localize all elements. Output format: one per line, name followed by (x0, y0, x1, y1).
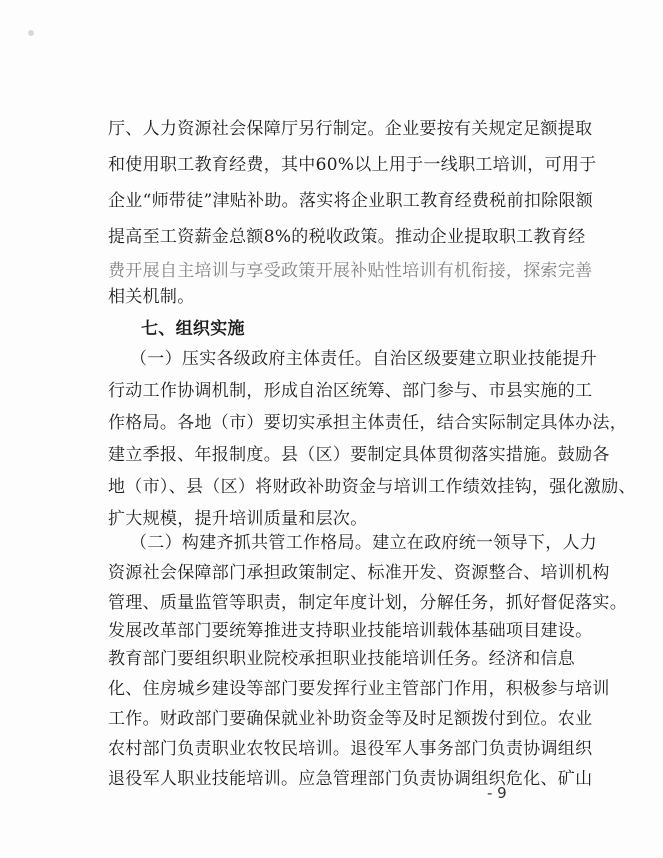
subsection-first-line: （二）构建齐抓共管工作格局。建立在政府统一领导下，人力 (130, 533, 598, 553)
text-line: 作格局。各地（市）要切实承担主体责任，结合实际制定具体办法， (108, 413, 627, 433)
text-line: 行动工作协调机制，形成自治区统筹、部门参与、市县实施的工 (108, 381, 593, 401)
text-line: 教育部门要组织职业院校承担职业技能培训任务。经济和信息 (108, 649, 576, 669)
text-line: 资源社会保障部门承担政策制定、标准开发、资源整合、培训机构 (108, 563, 610, 583)
text-line: 提高至工资薪金总额8%的税收政策。推动企业提取职工教育经 (108, 227, 586, 247)
text-line: 相关机制。 (108, 287, 195, 307)
text-line: 发展改革部门要统筹推进支持职业技能培训载体基础项目建设。 (108, 621, 593, 641)
page-number: - 9 (487, 784, 507, 802)
scan-dot (28, 30, 34, 36)
text-line: 厅、人力资源社会保障厅另行制定。企业要按有关规定足额提取 (108, 119, 593, 139)
text-line: 农村部门负责职业农牧民培训。退役军人事务部门负责协调组织 (108, 739, 593, 759)
text-line: 退役军人职业技能培训。应急管理部门负责协调组织危化、矿山 (108, 769, 593, 789)
text-line: 管理、质量监管等职责，制定年度计划，分解任务，抓好督促落实。 (108, 593, 627, 613)
text-line: 扩大规模，提升培训质量和层次。 (108, 509, 368, 529)
subsection-first-line: （一）压实各级政府主体责任。自治区级要建立职业技能提升 (130, 349, 598, 369)
text-line: 建立季报、年报制度。县（区）要制定具体贯彻落实措施。鼓励各 (108, 445, 610, 465)
section-heading: 七、组织实施 (141, 319, 245, 339)
text-line: 企业“师带徒”津贴补助。落实将企业职工教育经费税前扣除限额 (108, 191, 594, 211)
text-line: 地（市）、县（区）将财政补助资金与培训工作绩效挂钩，强化激励、 (108, 477, 636, 497)
text-line: 费开展自主培训与享受政策开展补贴性培训有机衔接，探索完善 (108, 261, 593, 281)
text-line: 化、住房城乡建设等部门要发挥行业主管部门作用，积极参与培训 (108, 679, 610, 699)
text-line: 和使用职工教育经费，其中60%以上用于一线职工培训，可用于 (108, 155, 597, 175)
text-line: 工作。财政部门要确保就业补助资金等及时足额拨付到位。农业 (108, 709, 593, 729)
